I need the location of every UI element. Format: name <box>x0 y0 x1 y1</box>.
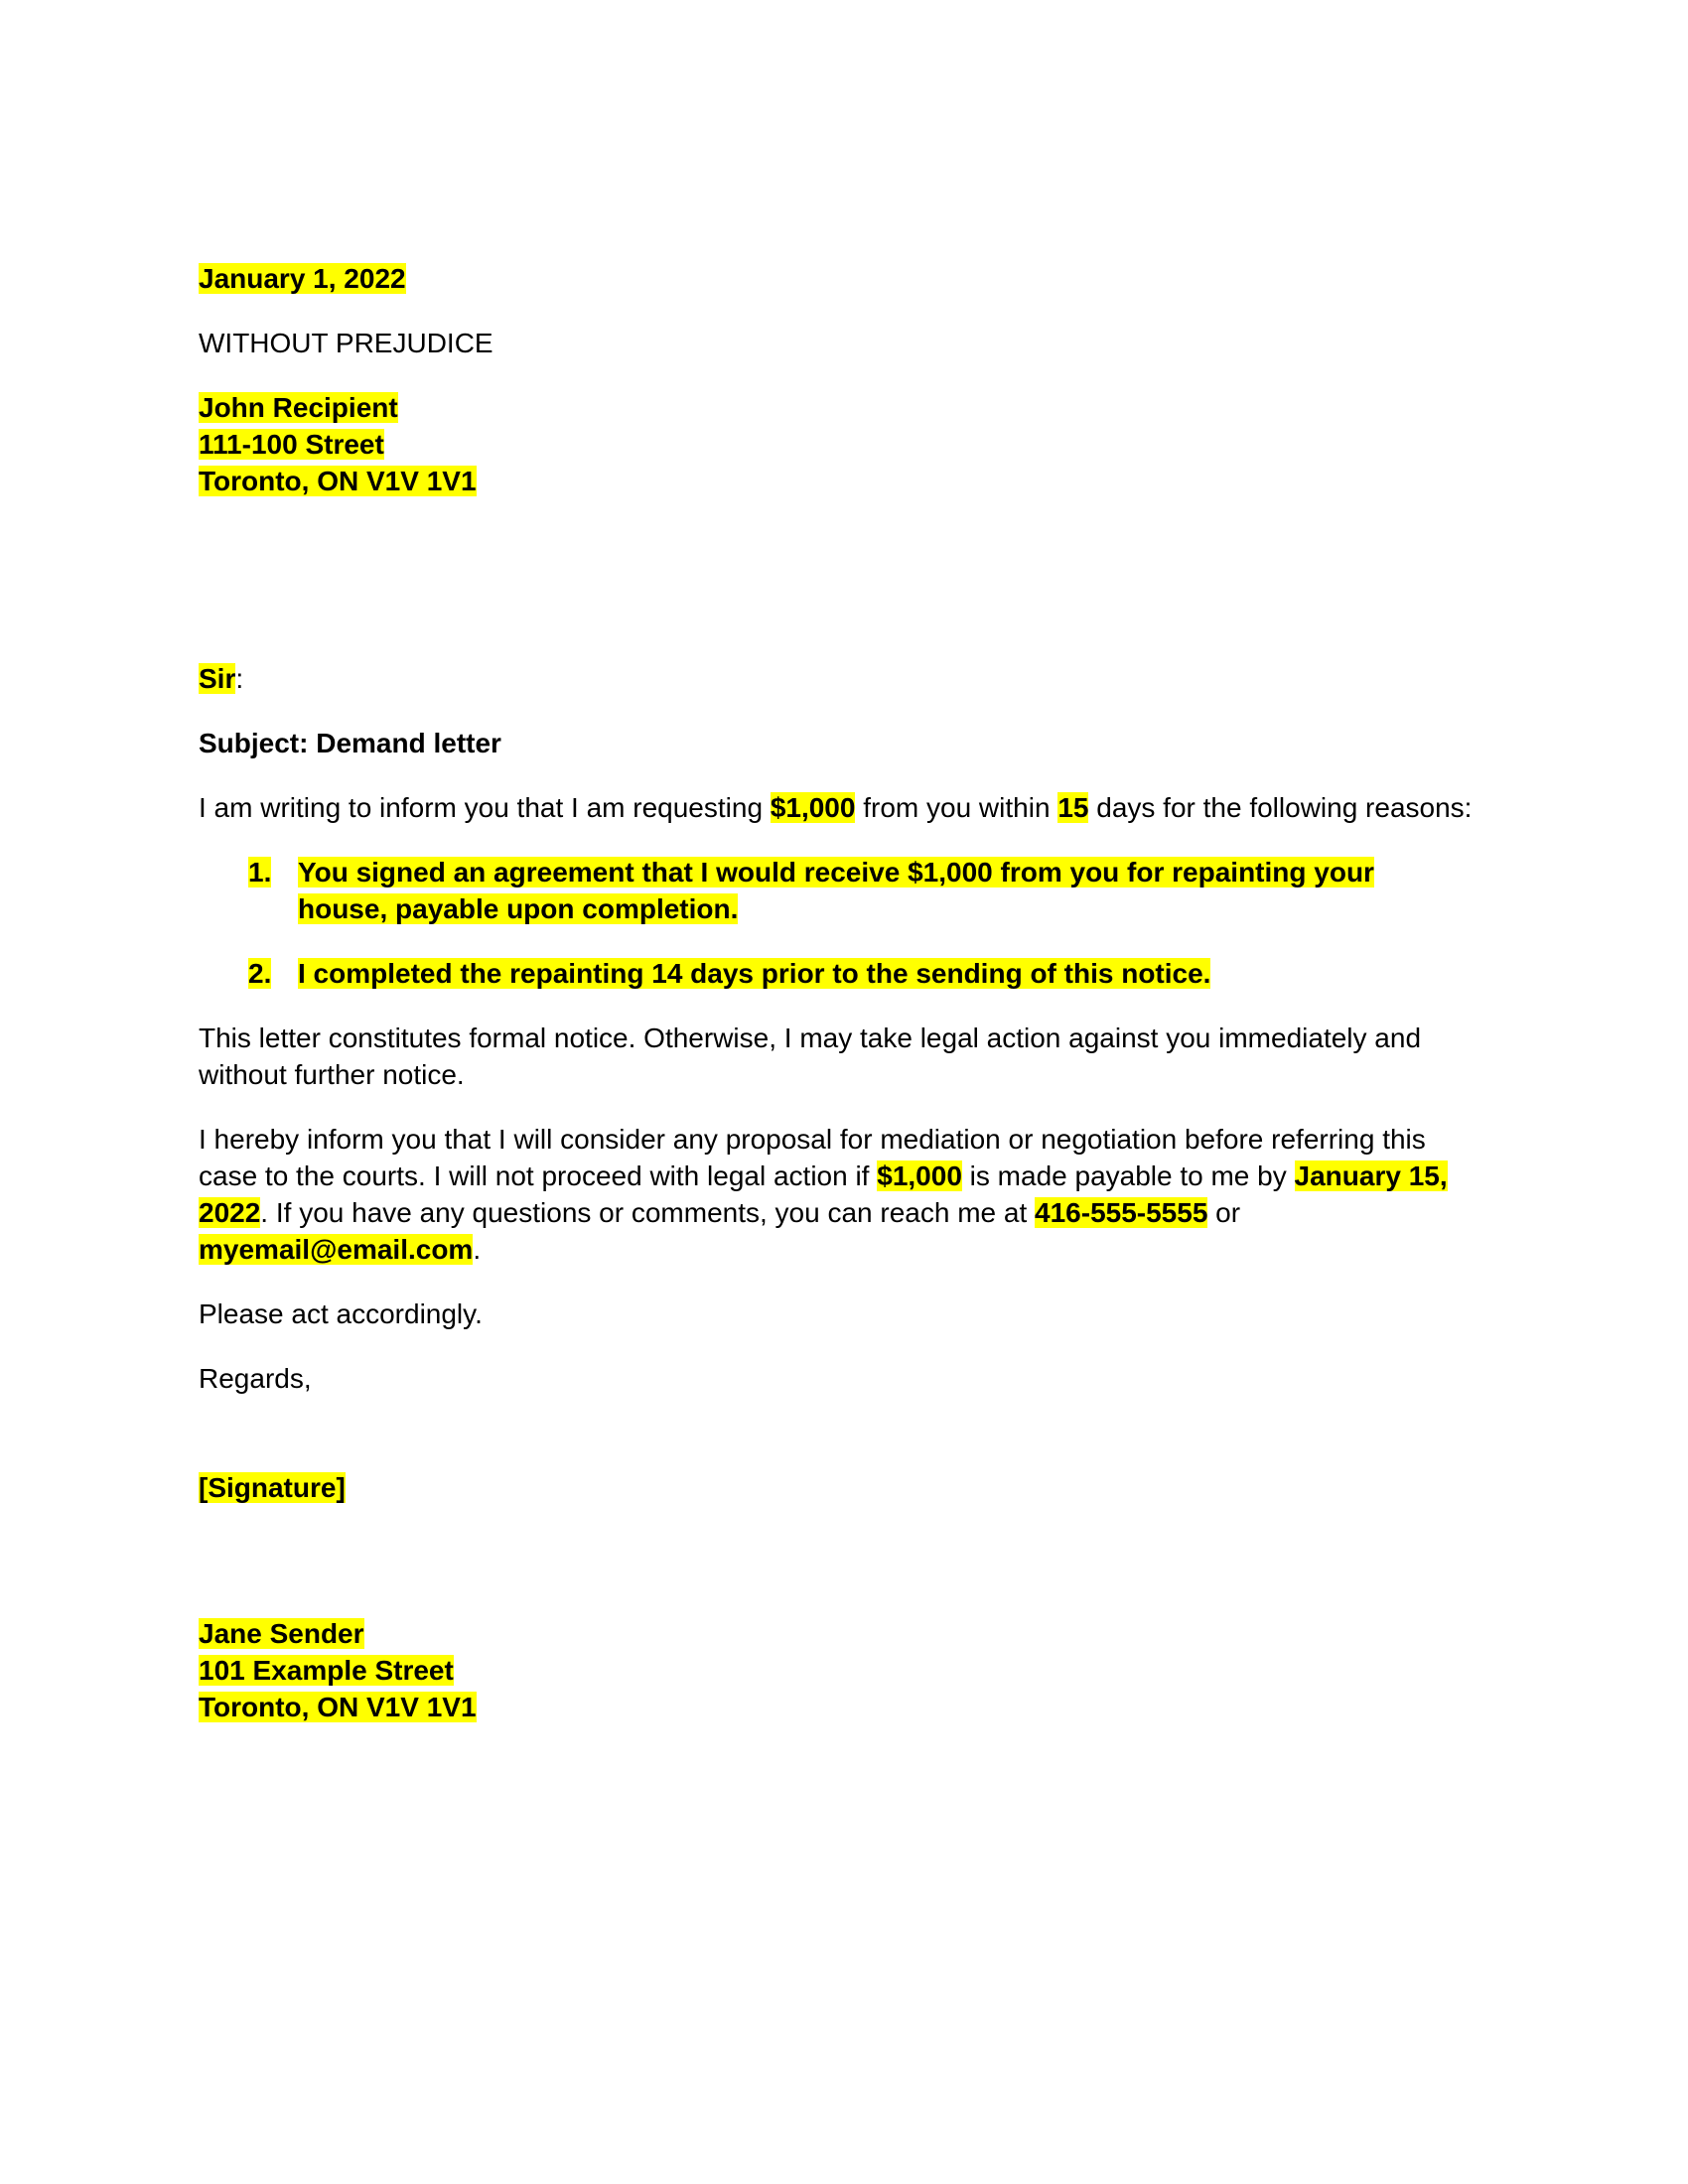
salutation-word: Sir <box>199 663 236 694</box>
mediation-text-2: is made payable to me by <box>961 1160 1295 1191</box>
intro-text-1: I am writing to inform you that I am requesting <box>199 792 771 823</box>
intro-paragraph <box>199 789 1489 826</box>
notice-paragraph: This letter constitutes formal notice. Otherwise, I may take legal action against you immediately and without further notice. <box>199 1023 1422 1090</box>
sender-name: Jane Sender <box>199 1618 364 1649</box>
regards: Regards, <box>199 1363 312 1394</box>
mediation-amount: $1,000 <box>877 1160 962 1191</box>
recipient-name: John Recipient <box>199 392 398 423</box>
mediation-text-3: . If you have any questions or comments, you can reach me at <box>260 1197 1036 1228</box>
reasons-list <box>199 854 1489 992</box>
sender-address <box>199 1615 1489 1725</box>
sender-street: 101 Example Street <box>199 1655 454 1686</box>
mediation-text-5: . <box>473 1234 482 1265</box>
letter-date <box>199 260 1489 297</box>
sender-city: Toronto, ON V1V 1V1 <box>199 1692 477 1722</box>
salutation <box>199 660 1489 697</box>
intro-amount: $1,000 <box>770 792 856 823</box>
prejudice-notice: WITHOUT PREJUDICE <box>199 328 493 358</box>
salutation-punct: : <box>235 663 244 694</box>
list-item-text: You signed an agreement that I would receive $1,000 from you for repainting your house, payable upon completion. <box>298 857 1374 924</box>
recipient-street: 111-100 Street <box>199 429 384 460</box>
list-number: 2. <box>248 958 272 989</box>
contact-phone: 416-555-5555 <box>1035 1197 1208 1228</box>
date-text: January 1, 2022 <box>199 263 406 294</box>
subject-line: Subject: Demand letter <box>199 728 501 758</box>
recipient-city: Toronto, ON V1V 1V1 <box>199 466 477 496</box>
mediation-paragraph <box>199 1121 1489 1268</box>
contact-email: myemail@email.com <box>199 1234 474 1265</box>
list-item <box>199 955 1489 992</box>
list-item <box>199 854 1489 927</box>
signature-text: [Signature] <box>199 1472 346 1503</box>
intro-days: 15 <box>1057 792 1089 823</box>
intro-text-3: days for the following reasons: <box>1088 792 1473 823</box>
closing-request: Please act accordingly. <box>199 1298 483 1329</box>
mediation-text-1: I hereby inform you that I will consider any proposal for mediation or negotiation before referring this case to the courts. I will not proceed with legal action if <box>199 1124 1426 1191</box>
recipient-address <box>199 389 1489 499</box>
mediation-deadline: January 15, 2022 <box>199 1160 1448 1228</box>
letter-page <box>199 260 1489 1753</box>
list-item-text: I completed the repainting 14 days prior to the sending of this notice. <box>298 958 1211 989</box>
signature-placeholder <box>199 1469 1489 1506</box>
intro-text-2: from you within <box>855 792 1058 823</box>
list-number: 1. <box>248 857 272 887</box>
mediation-text-4: or <box>1207 1197 1241 1228</box>
